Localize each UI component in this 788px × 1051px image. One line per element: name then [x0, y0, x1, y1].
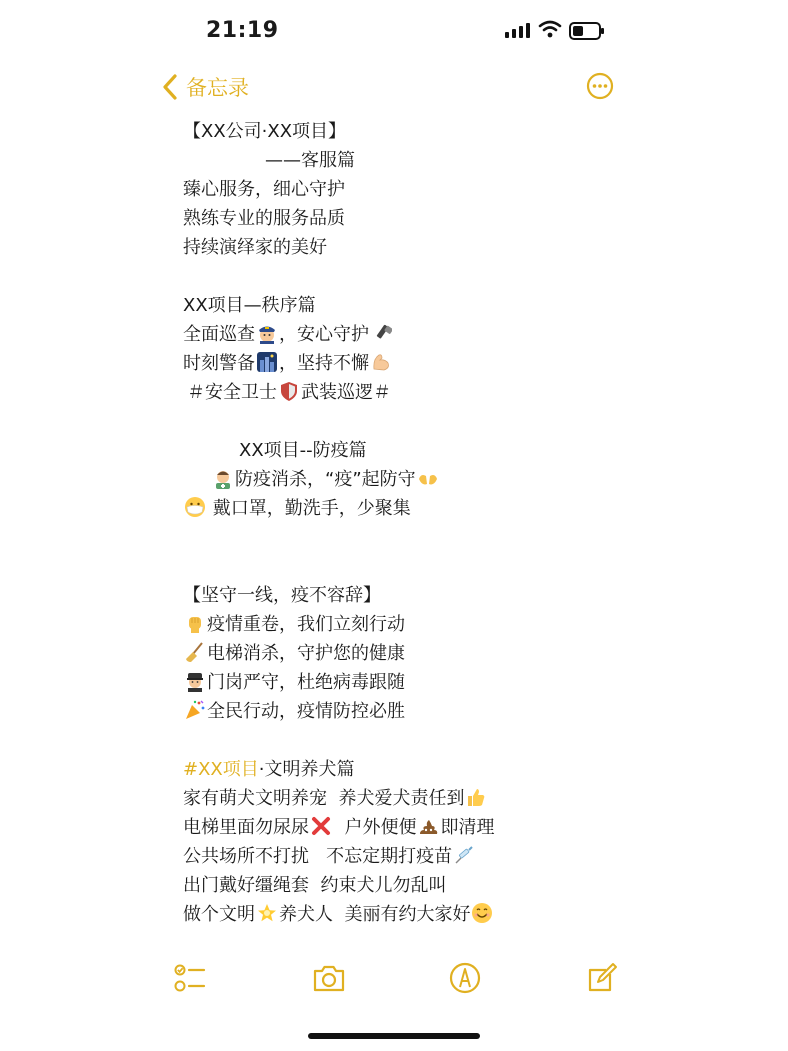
note-text: 熟练专业的服务品质: [183, 208, 345, 229]
note-text: 防疫消杀，“疫”起防守: [235, 469, 416, 490]
guard-emoji: [184, 670, 206, 692]
note-line: [183, 697, 623, 726]
note-text: 持续演绎家的美好: [183, 237, 327, 258]
note-line: [183, 871, 623, 900]
hashtag-link[interactable]: #XX项目: [183, 759, 259, 780]
note-line: [183, 233, 623, 262]
note-text: ＃安全卫士: [187, 382, 277, 403]
note-text: 公共场所不打扰 不忘定期打疫苗: [183, 846, 453, 867]
bottom-toolbar: [0, 960, 788, 1008]
back-button[interactable]: [160, 72, 249, 102]
note-text: 养犬人 美丽有约大家好: [279, 904, 471, 925]
note-line: [183, 349, 623, 378]
note-line: [183, 146, 623, 175]
note-line: [183, 523, 623, 552]
note-text: 疫情重卷，我们立刻行动: [207, 614, 405, 635]
syringe-emoji: [453, 844, 475, 866]
note-line: [183, 610, 623, 639]
wifi-icon: [538, 20, 562, 38]
note-text: XX项目--防疫篇: [239, 440, 367, 461]
face-with-mask-emoji: [184, 496, 206, 518]
battery-icon: [569, 22, 605, 40]
shield-emoji: [278, 380, 300, 402]
smiling-face-emoji: [471, 902, 493, 924]
note-text: 全民行动，疫情防控必胜: [207, 701, 405, 722]
note-line: [183, 842, 623, 871]
note-line: [183, 407, 623, 436]
note-line: [183, 726, 623, 755]
note-text: ·文明养犬篇: [258, 759, 355, 780]
note-text: 家有萌犬文明养宠 养犬爱犬责任到: [183, 788, 465, 809]
chevron-left-icon: [160, 73, 180, 101]
back-label: 备忘录: [186, 76, 249, 100]
note-line: [183, 668, 623, 697]
note-text: ，安心守护: [279, 324, 369, 345]
cellular-signal-icon: [505, 22, 531, 38]
note-line: [183, 900, 623, 929]
note-text: 武装巡逻＃: [301, 382, 391, 403]
party-popper-emoji: [184, 699, 206, 721]
status-bar: [0, 0, 788, 64]
markup-pen-icon[interactable]: [447, 960, 483, 996]
note-line: [183, 117, 623, 146]
note-text: 出门戴好缰绳套 约束犬儿勿乱叫: [183, 875, 447, 896]
pile-of-poo-emoji: [417, 815, 439, 837]
note-line: [183, 581, 623, 610]
flexed-biceps-emoji: [370, 351, 392, 373]
health-worker-emoji: [212, 467, 234, 489]
note-text: 即清理: [440, 817, 495, 838]
note-line: [183, 436, 623, 465]
note-text: 【坚守一线，疫不容辞】: [183, 585, 381, 606]
note-text: 全面巡查: [183, 324, 255, 345]
checklist-icon[interactable]: [172, 960, 208, 996]
police-officer-emoji: [256, 322, 278, 344]
note-text: XX项目—秩序篇: [183, 295, 316, 316]
broom-emoji: [184, 641, 206, 663]
open-hands-emoji: [417, 467, 439, 489]
note-text: ，坚持不懈: [279, 353, 369, 374]
note-line: [183, 465, 623, 494]
note-text: 时刻警备: [183, 353, 255, 374]
more-options-icon[interactable]: [586, 72, 614, 100]
note-text: 戴口罩，勤洗手，少聚集: [207, 498, 411, 519]
status-time: 21:19: [206, 18, 279, 43]
compose-icon[interactable]: [584, 960, 620, 996]
night-city-emoji: [256, 351, 278, 373]
note-line: [183, 494, 623, 523]
note-line: [183, 204, 623, 233]
note-text: 臻心服务，细心守护: [183, 179, 345, 200]
flashlight-emoji: [370, 322, 392, 344]
note-line: [183, 291, 623, 320]
note-line: [183, 552, 623, 581]
glowing-star-emoji: [256, 902, 278, 924]
note-line: [183, 784, 623, 813]
cross-mark-emoji: [310, 815, 332, 837]
note-text: 户外便便: [333, 817, 417, 838]
note-line: [183, 262, 623, 291]
navigation-bar: [0, 64, 788, 112]
note-body[interactable]: [183, 117, 623, 929]
note-text: ——客服篇: [265, 150, 355, 171]
note-text: 电梯里面勿尿尿: [183, 817, 309, 838]
note-text: 【XX公司·XX项目】: [183, 121, 347, 142]
raised-fist-emoji: [184, 612, 206, 634]
note-line: [183, 755, 623, 784]
note-line: [183, 175, 623, 204]
note-line: [183, 378, 623, 407]
note-text: 门岗严守，杜绝病毒跟随: [207, 672, 405, 693]
camera-icon[interactable]: [311, 960, 347, 996]
thumbs-up-emoji: [465, 786, 487, 808]
note-line: [183, 639, 623, 668]
note-text: 做个文明: [183, 904, 255, 925]
note-text: 电梯消杀，守护您的健康: [207, 643, 405, 664]
home-indicator[interactable]: [308, 1033, 480, 1039]
note-line: [183, 813, 623, 842]
note-line: [183, 320, 623, 349]
